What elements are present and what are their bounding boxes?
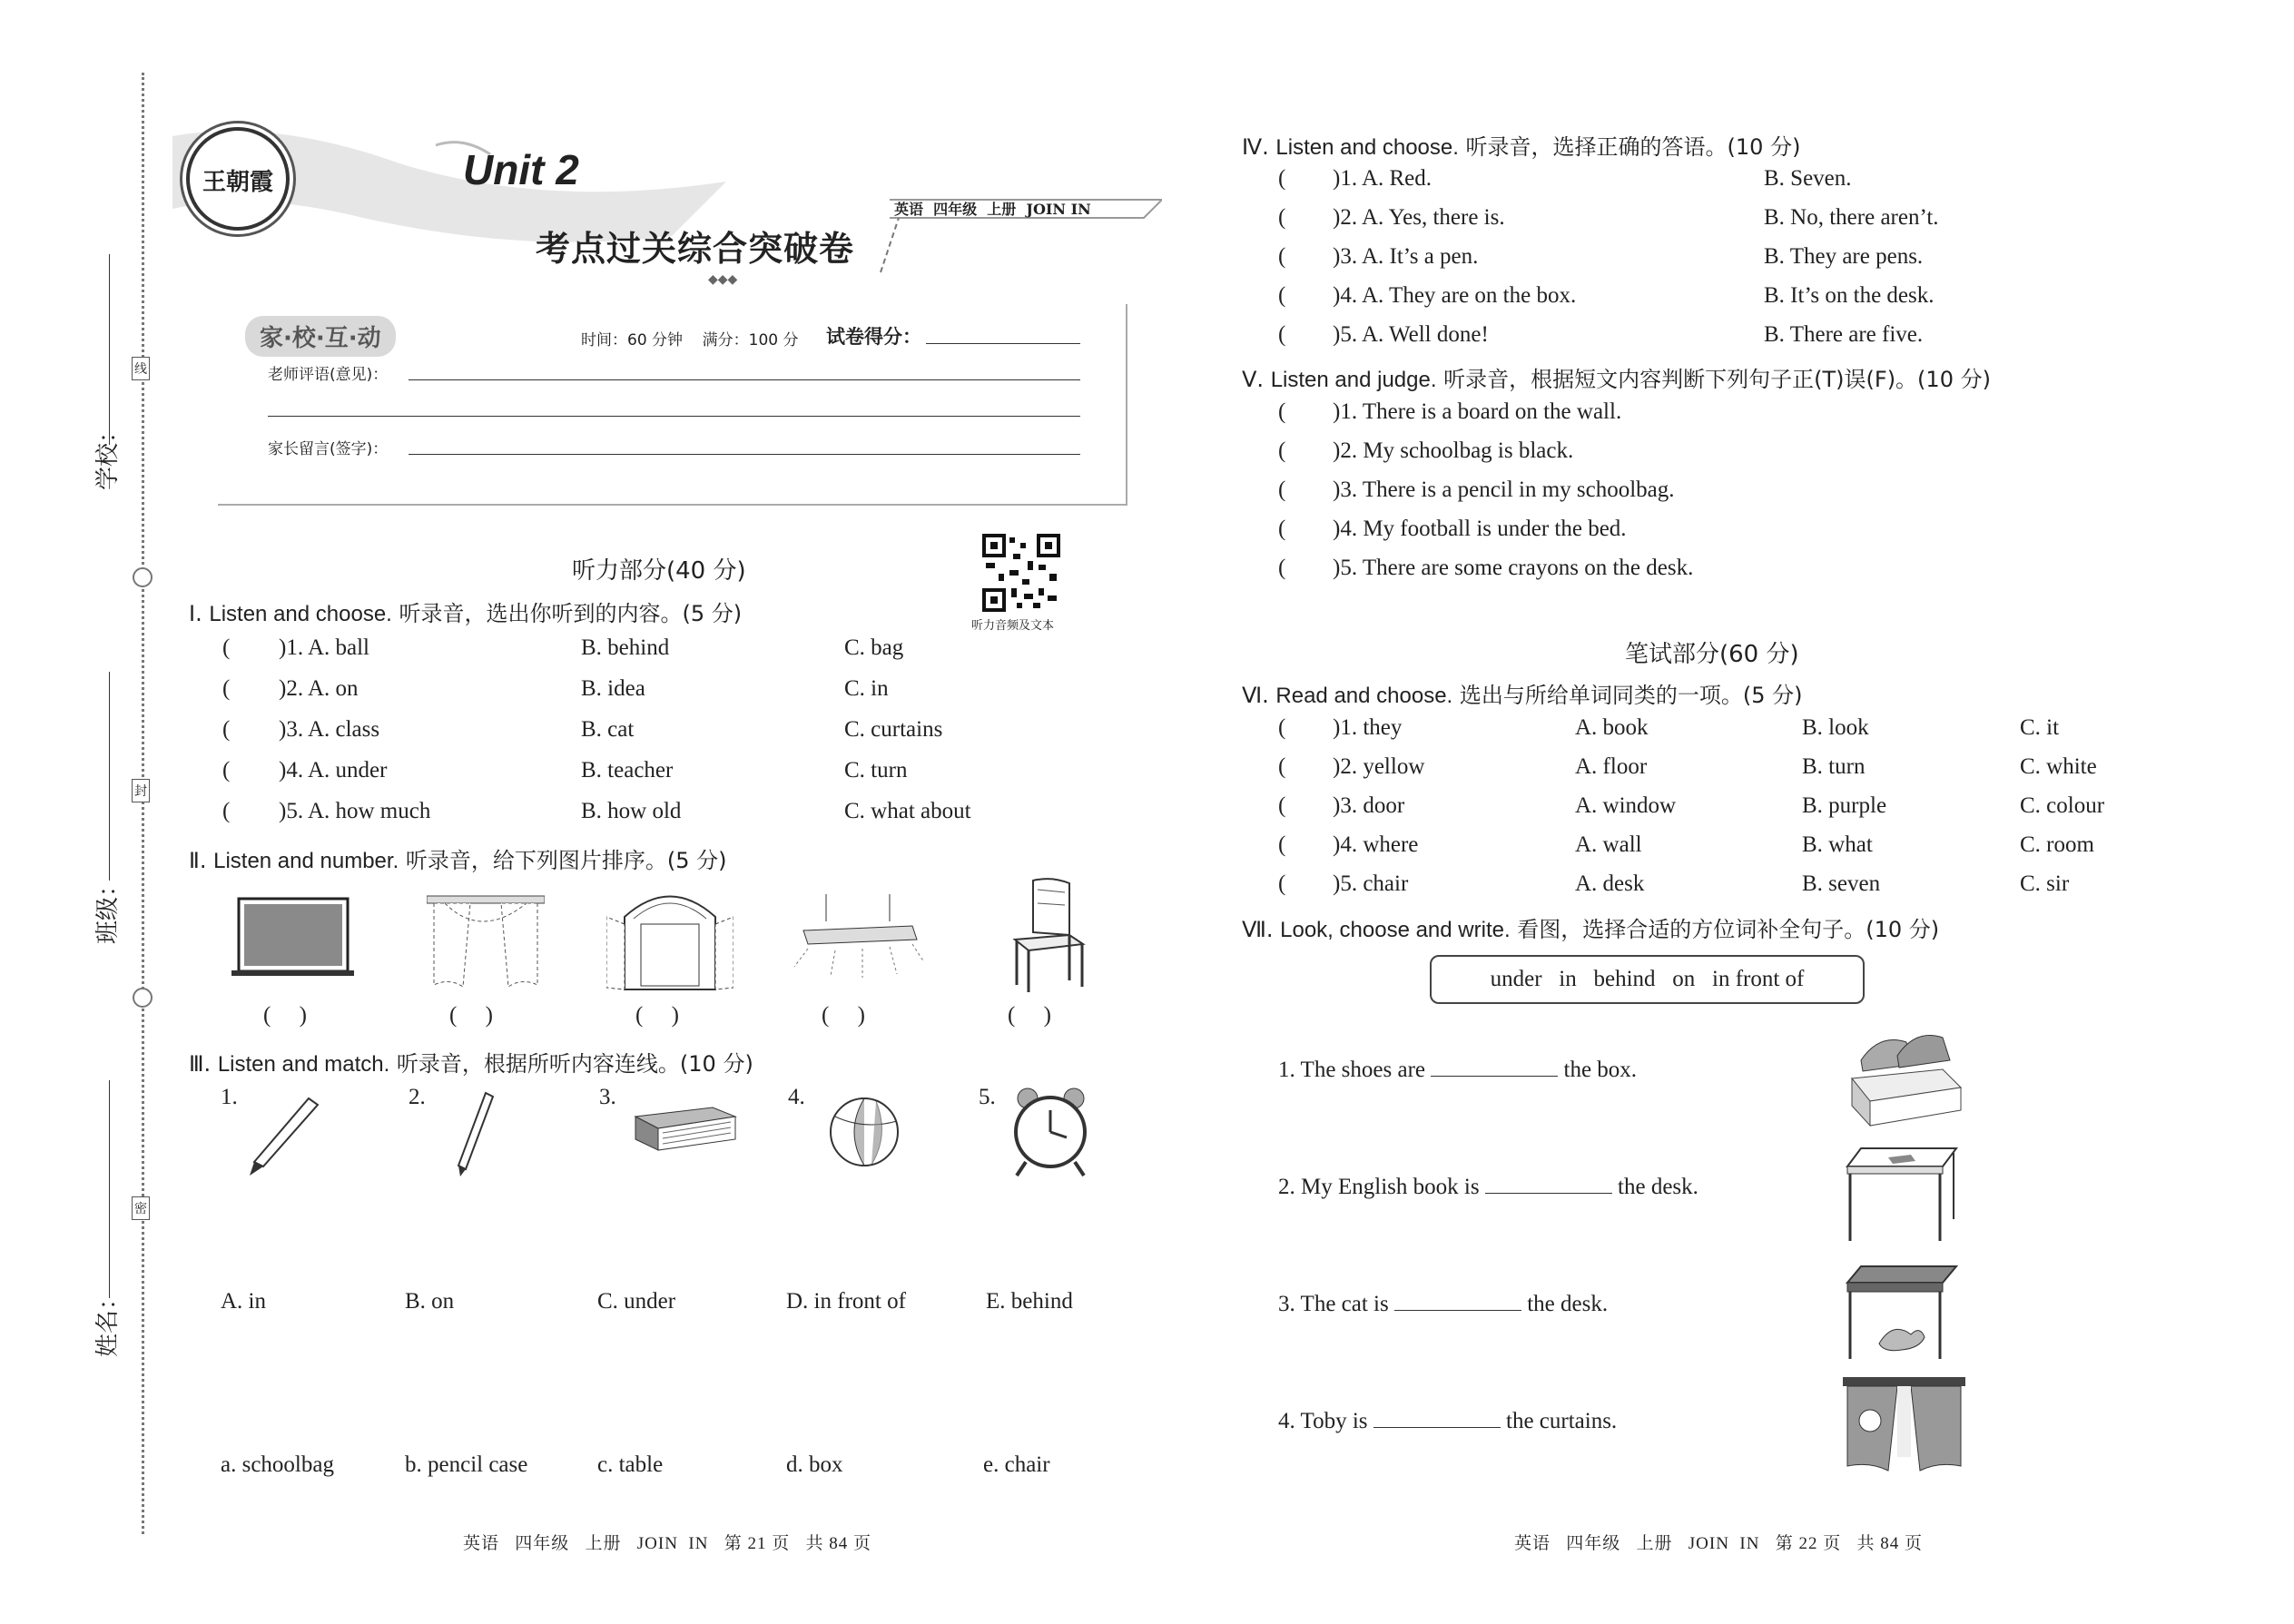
fill-1-blank[interactable] (1431, 1076, 1558, 1077)
chair-picture (1006, 876, 1088, 994)
time-info: 时间：60 分钟 满分：100 分 (581, 331, 799, 349)
q6-4-q: )4. where (1333, 832, 1419, 857)
q4-1-a[interactable]: )1. A. Red. (1333, 166, 1433, 191)
q5-3: )3. There is a pencil in my schoolbag. (1333, 477, 1675, 502)
fill-1-pre: 1. The shoes are (1278, 1058, 1425, 1082)
section-4-num: Ⅳ. (1242, 134, 1269, 160)
q6-1-b[interactable]: B. look (1802, 715, 1869, 740)
binding-mark-line: 线 (132, 357, 150, 380)
name-line (109, 1080, 110, 1298)
q1-2-c[interactable]: C. in (844, 676, 889, 701)
unit-title: Unit 2 (463, 146, 579, 193)
fill-item-3 (1278, 1292, 1608, 1317)
binding-hole-1 (133, 567, 153, 587)
paren-blank[interactable]: ( ) (635, 1003, 679, 1028)
binding-dotted-line (142, 73, 144, 1534)
list-item: ( )1. There is a board on the wall. (1278, 399, 1622, 424)
paren-blank[interactable]: ( ) (263, 1003, 307, 1028)
list-item: ( )3. door A. window B. purple C. colour (1278, 793, 2105, 818)
q4-1-b[interactable]: B. Seven. (1764, 166, 1852, 191)
match-place[interactable]: e. chair (983, 1452, 1050, 1477)
section-7-zh: 看图，选择合适的方位词补全句子。(10 分) (1517, 917, 1940, 942)
q4-3-b[interactable]: B. They are pens. (1764, 244, 1924, 269)
fill-1-post: the box. (1563, 1058, 1638, 1082)
fill-4-post: the curtains. (1506, 1409, 1618, 1433)
q5-2: )2. My schoolbag is black. (1333, 438, 1574, 463)
parent-comment-label: 家长留言(签字)： (268, 440, 389, 458)
pencil-picture (449, 1089, 504, 1180)
q6-5-c[interactable]: C. sir (2020, 871, 2070, 896)
match-word[interactable]: B. on (405, 1289, 455, 1314)
q4-5-b[interactable]: B. There are five. (1764, 322, 1924, 347)
q1-1-a: )1. A. ball (279, 635, 369, 660)
book-under-desk-picture (1843, 1139, 1961, 1244)
list-item: ( )5. A. how much B. how old C. what about (222, 799, 971, 823)
q1-5-c[interactable]: C. what about (844, 799, 971, 823)
q4-4-b[interactable]: B. It’s on the desk. (1764, 283, 1935, 308)
section-2-en: Listen and number. (213, 849, 399, 873)
section-1-header (189, 595, 742, 627)
section-7-num: Ⅶ. (1242, 917, 1274, 942)
match-num: 5. (979, 1085, 996, 1109)
boy-behind-curtains-picture (1843, 1375, 1965, 1475)
section-2-num: Ⅱ. (189, 848, 207, 873)
q4-5-a[interactable]: )5. A. Well done! (1333, 322, 1489, 347)
school-label: 学校： (94, 418, 122, 490)
list-item: ( )3. There is a pencil in my schoolbag. (1278, 477, 1675, 502)
q6-1-q: )1. they (1333, 715, 1403, 740)
list-item: ( )2. yellow A. floor B. turn C. white (1278, 754, 2097, 779)
parent-comment-line[interactable] (409, 454, 1080, 455)
q6-4-b[interactable]: B. what (1802, 832, 1873, 857)
fill-2-post: the desk. (1618, 1175, 1698, 1199)
logo-seal (186, 127, 290, 231)
match-num: 2. (409, 1085, 426, 1109)
section-5-header (1242, 361, 1991, 393)
teacher-comment-line-1[interactable] (409, 379, 1080, 380)
q1-2-a: )2. A. on (279, 676, 359, 701)
fill-3-post: the desk. (1527, 1292, 1609, 1316)
blackboard-picture (231, 894, 354, 980)
q4-2-b[interactable]: B. No, there aren’t. (1764, 205, 1939, 230)
section-5-zh: 听录音，根据短文内容判断下列句子正(T)误(F)。(10 分) (1443, 367, 1991, 392)
list-item: ( )1. A. Red. B. Seven. (1278, 166, 1852, 191)
section-3-header (189, 1046, 753, 1078)
section-3-en: Listen and match. (217, 1052, 390, 1077)
cat-under-desk-picture (1843, 1257, 1961, 1362)
binding-mark-secret: 密 (132, 1196, 150, 1220)
match-word[interactable]: C. under (597, 1289, 676, 1314)
list-item: ( )3. A. class B. cat C. curtains (222, 717, 943, 742)
q1-4-b[interactable]: B. teacher (581, 758, 674, 782)
paren-blank[interactable]: ( ) (449, 1003, 493, 1028)
section-6-en: Read and choose. (1275, 684, 1453, 708)
q4-4-a[interactable]: )4. A. They are on the box. (1333, 283, 1577, 308)
q6-3-q: )3. door (1333, 793, 1405, 818)
q6-4-c[interactable]: C. room (2020, 832, 2094, 857)
q1-4-c[interactable]: C. turn (844, 758, 908, 782)
section-1-en: Listen and choose. (209, 602, 392, 626)
q1-1-b[interactable]: B. behind (581, 635, 670, 660)
q5-5: )5. There are some crayons on the desk. (1333, 556, 1694, 580)
q1-3-c[interactable]: C. curtains (844, 717, 943, 742)
clock-picture (1008, 1085, 1094, 1180)
score-line[interactable] (926, 343, 1080, 344)
score-label: 试卷得分： (826, 326, 921, 348)
section-1-num: Ⅰ. (189, 601, 202, 626)
q1-3-b[interactable]: B. cat (581, 717, 635, 742)
section-4-header (1242, 129, 1800, 161)
q6-3-b[interactable]: B. purple (1802, 793, 1887, 818)
fill-item-4 (1278, 1409, 1617, 1434)
section-7-en: Look, choose and write. (1280, 918, 1511, 942)
section-5-num: Ⅴ. (1242, 367, 1265, 392)
match-place[interactable]: d. box (786, 1452, 843, 1477)
teacher-comment-line-2[interactable] (268, 416, 1080, 417)
window-picture (606, 881, 733, 994)
q1-5-a: )5. A. how much (279, 799, 431, 823)
q6-4-a[interactable]: A. wall (1575, 832, 1642, 857)
binding-hole-2 (133, 988, 153, 1008)
list-item: ( )2. My schoolbag is black. (1278, 438, 1574, 463)
section-6-num: Ⅵ. (1242, 683, 1269, 708)
section-4-en: Listen and choose. (1275, 135, 1459, 160)
list-item: ( )4. A. under B. teacher C. turn (222, 758, 908, 782)
q1-2-b[interactable]: B. idea (581, 676, 645, 701)
section-3-zh: 听录音，根据所听内容连线。(10 分) (396, 1051, 753, 1077)
list-item: ( )5. A. Well done! B. There are five. (1278, 322, 1924, 347)
list-item: ( )1. they A. book B. look C. it (1278, 715, 2060, 740)
exam-title: 考点过关综合突破卷 (536, 228, 855, 269)
binding-mark-seal: 封 (132, 779, 150, 802)
match-num: 4. (788, 1085, 805, 1109)
list-item: ( )2. A. on B. idea C. in (222, 676, 889, 701)
fill-2-blank[interactable] (1485, 1193, 1612, 1194)
q6-5-b[interactable]: B. seven (1802, 871, 1881, 896)
section-6-items (1278, 715, 2105, 910)
q6-5-a[interactable]: A. desk (1575, 871, 1645, 896)
binding-fields (82, 245, 136, 1425)
q4-3-a[interactable]: )3. A. It’s a pen. (1333, 244, 1479, 269)
q1-5-b[interactable]: B. how old (581, 799, 682, 823)
paren-blank[interactable]: ( ) (1008, 1003, 1051, 1028)
q6-2-a[interactable]: A. floor (1575, 754, 1648, 779)
list-item: ( )5. There are some crayons on the desk. (1278, 556, 1694, 580)
q6-2-q: )2. yellow (1333, 754, 1425, 779)
list-item: ( )5. chair A. desk B. seven C. sir (1278, 871, 2070, 896)
footer-left: 英语 四年级 上册 JOIN IN 第 21 页 共 84 页 (463, 1534, 871, 1553)
footer-right: 英语 四年级 上册 JOIN IN 第 22 页 共 84 页 (1514, 1534, 1923, 1553)
match-place[interactable]: b. pencil case (405, 1452, 528, 1477)
section-5-en: Listen and judge. (1270, 368, 1437, 392)
section-7-header (1242, 911, 1939, 943)
shoes-on-box-picture (1843, 1015, 1965, 1128)
q5-1: )1. There is a board on the wall. (1333, 399, 1622, 424)
q4-2-a[interactable]: )2. A. Yes, there is. (1333, 205, 1505, 230)
q6-3-c[interactable]: C. colour (2020, 793, 2105, 818)
light-picture (790, 894, 926, 985)
written-title: 笔试部分(60 分) (1625, 641, 1799, 668)
q1-1-c[interactable]: C. bag (844, 635, 904, 660)
q6-5-q: )5. chair (1333, 871, 1409, 896)
q6-1-a[interactable]: A. book (1575, 715, 1649, 740)
book-picture (631, 1103, 740, 1157)
fill-3-blank[interactable] (1394, 1310, 1521, 1311)
q6-2-c[interactable]: C. white (2020, 754, 2097, 779)
match-place[interactable]: c. table (597, 1452, 664, 1477)
paren-blank[interactable]: ( ) (822, 1003, 865, 1028)
logo-text: 王朝霞 (202, 169, 273, 196)
section-6-header (1242, 677, 1802, 709)
section-1-items (222, 635, 971, 840)
fill-item-1 (1278, 1058, 1637, 1083)
q1-3-a: )3. A. class (279, 717, 380, 742)
listening-title: 听力部分(40 分) (572, 557, 746, 585)
fill-4-blank[interactable] (1373, 1427, 1501, 1428)
list-item: ( )3. A. It’s a pen. B. They are pens. (1278, 244, 1924, 269)
fill-item-2 (1278, 1175, 1698, 1200)
qr-caption: 听力音频及文本 (971, 619, 1055, 633)
fill-3-pre: 3. The cat is (1278, 1292, 1389, 1316)
match-word[interactable]: A. in (221, 1289, 266, 1314)
match-place[interactable]: a. schoolbag (221, 1452, 334, 1477)
q6-1-c[interactable]: C. it (2020, 715, 2060, 740)
match-word[interactable]: D. in front of (786, 1289, 906, 1314)
match-word[interactable]: E. behind (986, 1289, 1073, 1314)
list-item: ( )1. A. ball B. behind C. bag (222, 635, 904, 660)
diamond-ornament: ◆◆◆ (708, 272, 738, 287)
match-num: 1. (221, 1085, 238, 1109)
class-label: 班级： (94, 872, 122, 944)
q6-3-a[interactable]: A. window (1575, 793, 1677, 818)
name-label: 姓名： (94, 1285, 122, 1357)
qr-code-icon[interactable] (982, 534, 1060, 612)
school-line (109, 254, 110, 445)
pen-picture (245, 1094, 322, 1180)
section-1-zh: 听录音，选出你听到的内容。(5 分) (399, 601, 743, 626)
class-line (109, 672, 110, 881)
section-6-zh: 选出与所给单词同类的一项。(5 分) (1459, 683, 1803, 708)
q6-2-b[interactable]: B. turn (1802, 754, 1866, 779)
section-3-num: Ⅲ. (189, 1051, 212, 1077)
list-item: ( )4. A. They are on the box. B. It’s on the desk. (1278, 283, 1935, 308)
section-4-zh: 听录音，选择正确的答语。(10 分) (1465, 134, 1801, 160)
match-num: 3. (599, 1085, 616, 1109)
teacher-comment-label: 老师评语(意见)： (268, 366, 389, 384)
list-item: ( )2. A. Yes, there is. B. No, there aren’t. (1278, 205, 1939, 230)
section-4-items (1278, 166, 1939, 361)
curtains-picture (427, 894, 545, 994)
grade-tag: 英语 四年级 上册 JOIN IN (894, 201, 1091, 218)
q1-4-a: )4. A. under (279, 758, 388, 782)
list-item: ( )4. My football is under the bed. (1278, 517, 1627, 541)
word-box: under in behind on in front of (1430, 955, 1865, 1004)
section-2-zh: 听录音，给下列图片排序。(5 分) (405, 848, 727, 873)
list-item: ( )4. where A. wall B. what C. room (1278, 832, 2094, 857)
section-2-header (189, 842, 727, 874)
q5-4: )4. My football is under the bed. (1333, 517, 1627, 541)
fill-2-pre: 2. My English book is (1278, 1175, 1480, 1199)
fill-4-pre: 4. Toby is (1278, 1409, 1368, 1433)
family-school-badge: 家·校·互·动 (245, 316, 396, 357)
section-5-items (1278, 399, 1694, 595)
ball-picture (826, 1094, 903, 1171)
